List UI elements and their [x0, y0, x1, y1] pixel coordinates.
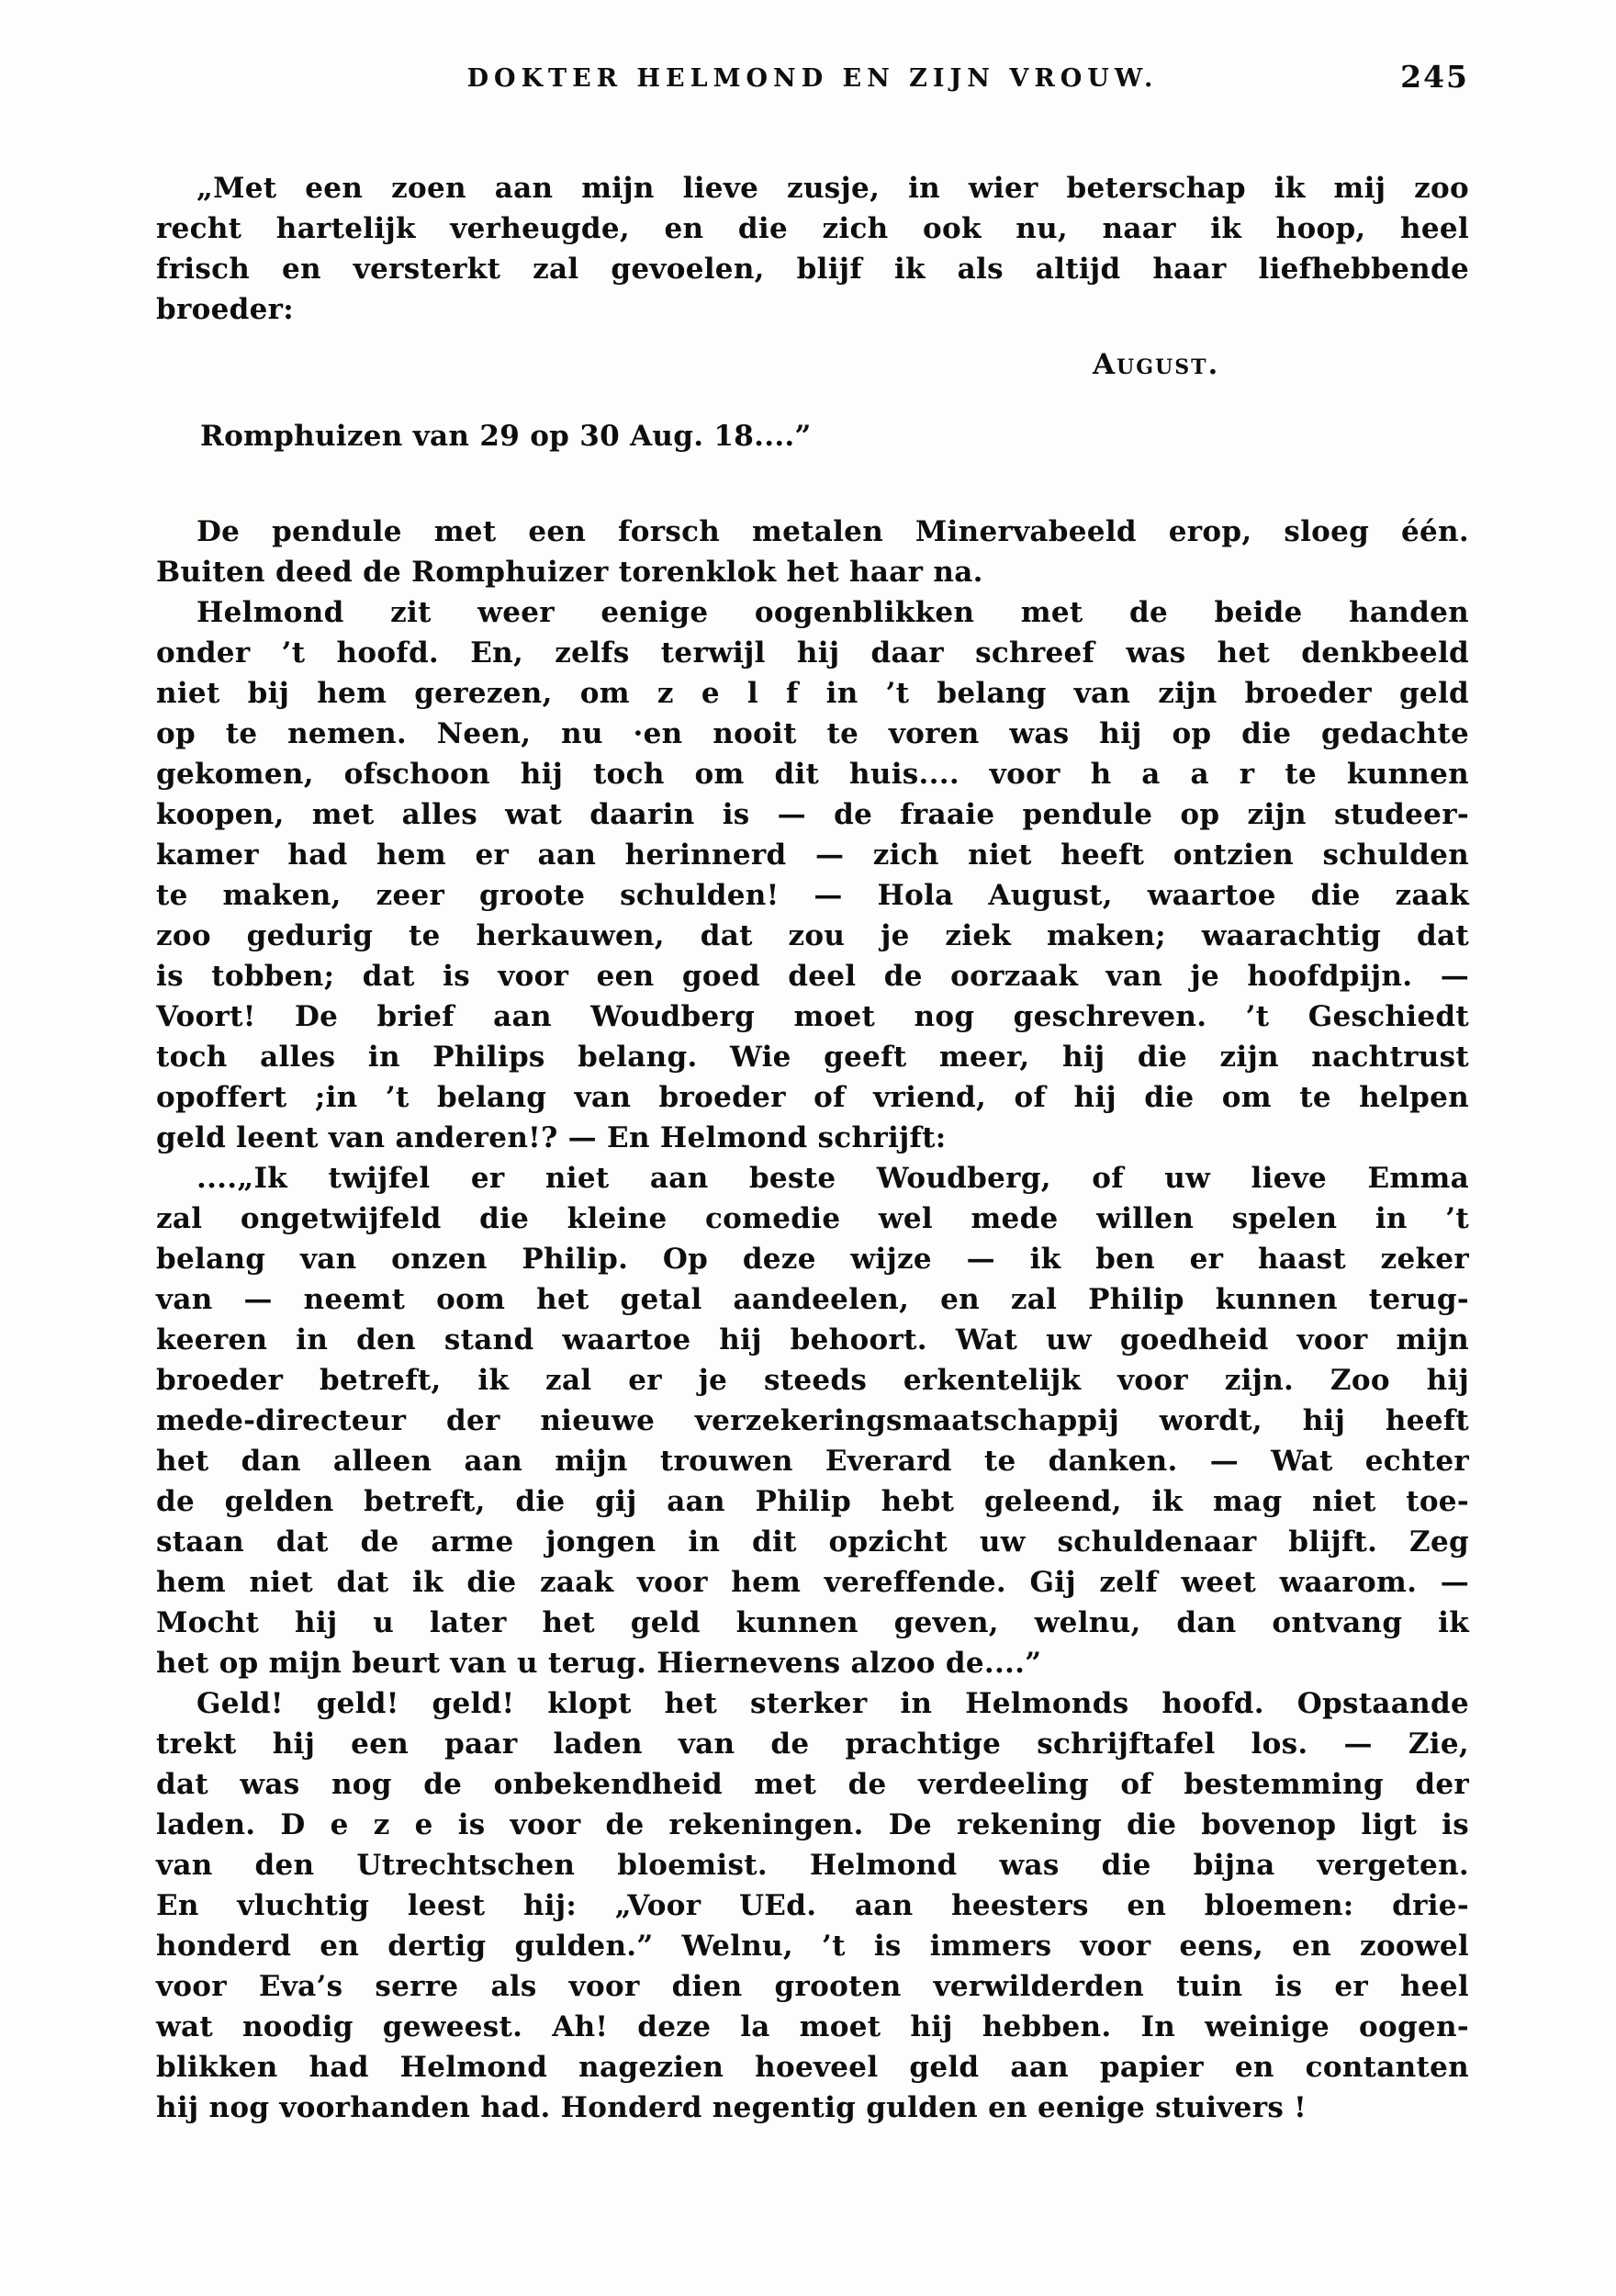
text-line: honderd en dertig gulden.” Welnu, ’t is immers voor eens, en zoowel: [156, 1930, 1469, 1963]
text-line: is tobben; dat is voor een goed deel de oorzaak van je hoofdpijn. —: [156, 960, 1469, 993]
running-header: [156, 59, 1469, 105]
text-line: te maken, zeer groote schulden! — Hola August, waartoe die zaak: [156, 879, 1469, 912]
text-line: kamer had hem er aan herinnerd — zich niet heeft ontzien schulden: [156, 838, 1469, 872]
text-line: dat was nog de onbekendheid met de verdeeling of bestemming der: [156, 1768, 1469, 1801]
text-line: zal ongetwijfeld die kleine comedie wel mede willen spelen in ’t: [156, 1202, 1469, 1235]
text-line: frisch en versterkt zal gevoelen, blijf ik als altijd haar liefhebbende: [156, 253, 1469, 286]
text-line: van — neemt oom het getal aandeelen, en zal Philip kunnen terug-: [156, 1283, 1469, 1316]
block-paragraph: [156, 168, 1469, 330]
text-line: broeder betreft, ik zal er je steeds erkentelijk voor zijn. Zoo hij: [156, 1364, 1469, 1397]
block-paragraph: [156, 512, 1469, 592]
text-line: onder ’t hoofd. En, zelfs terwijl hij daar schreef was het denkbeeld: [156, 636, 1469, 670]
text-line: belang van onzen Philip. Op deze wijze — ik ben er haast zeker: [156, 1243, 1469, 1276]
text-line: broeder:: [156, 293, 294, 326]
block-paragraph: [156, 1683, 1469, 2128]
text-line: recht hartelijk verheugde, en die zich ook nu, naar ik hoop, heel: [156, 212, 1469, 245]
text-line: op te nemen. Neen, nu ·en nooit te voren was hij op die gedachte: [156, 717, 1469, 750]
text-line: trekt hij een paar laden van de prachtige schrijftafel los. — Zie,: [156, 1728, 1469, 1761]
text-line: laden. D e z e is voor de rekeningen. De rekening die bovenop ligt is: [156, 1808, 1469, 1841]
text-line: „Met een zoen aan mijn lieve zusje, in wier beterschap ik mij zoo: [196, 172, 1469, 205]
text-line: staan dat de arme jongen in dit opzicht uw schuldenaar blijft. Zeg: [156, 1525, 1469, 1559]
chapter-running-title: DOKTER HELMOND EN ZIJN VROUW.: [466, 64, 1159, 93]
text-line: de gelden betreft, die gij aan Philip hebt geleend, ik mag niet toe-: [156, 1485, 1469, 1518]
text-line: hij nog voorhanden had. Honderd negentig gulden en eenige stuivers !: [156, 2091, 1307, 2124]
text-line: Helmond zit weer eenige oogenblikken met de beide handen: [196, 596, 1469, 629]
text-line: En vluchtig leest hij: „Voor UEd. aan heesters en bloemen: drie-: [156, 1889, 1469, 1922]
text-line: opoffert ;in ’t belang van broeder of vriend, of hij die om te helpen: [156, 1081, 1469, 1114]
text-line: van den Utrechtschen bloemist. Helmond was die bijna vergeten.: [156, 1849, 1469, 1882]
page-body: [156, 168, 1469, 2128]
text-line: blikken had Helmond nagezien hoeveel geld aan papier en contanten: [156, 2051, 1469, 2084]
block-paragraph: [156, 592, 1469, 1158]
text-line: niet bij hem gerezen, om z e l f in ’t belang van zijn broeder geld: [156, 677, 1469, 710]
text-line: het dan alleen aan mijn trouwen Everard te danken. — Wat echter: [156, 1445, 1469, 1478]
text-line: wat noodig geweest. Ah! deze la moet hij hebben. In weinige oogen-: [156, 2010, 1469, 2043]
text-line: hem niet dat ik die zaak voor hem vereffende. Gij zelf weet waarom. —: [156, 1566, 1469, 1599]
block-paragraph: [156, 1158, 1469, 1683]
text-line: gekomen, ofschoon hij toch om dit huis.... voor h a a r te kunnen: [156, 758, 1469, 791]
text-line: Geld! geld! geld! klopt het sterker in Helmonds hoofd. Opstaande: [196, 1687, 1469, 1720]
text-line: het op mijn beurt van u terug. Hiernevens alzoo de....”: [156, 1647, 1042, 1680]
page-number: 245: [1400, 59, 1469, 95]
block-signature: August.: [1093, 348, 1220, 381]
text-line: ....„Ik twijfel er niet aan beste Woudberg, of uw lieve Emma: [196, 1162, 1469, 1195]
text-line: voor Eva’s serre als voor dien grooten verwilderden tuin is er heel: [156, 1970, 1469, 2003]
text-line: koopen, met alles wat daarin is — de fraaie pendule op zijn studeer-: [156, 798, 1469, 831]
text-line: Mocht hij u later het geld kunnen geven, welnu, dan ontvang ik: [156, 1606, 1469, 1639]
text-line: geld leent van anderen!? — En Helmond schrijft:: [156, 1121, 947, 1154]
block-dateline: Romphuizen van 29 op 30 Aug. 18....”: [200, 420, 812, 453]
text-line: Voort! De brief aan Woudberg moet nog geschreven. ’t Geschiedt: [156, 1000, 1469, 1033]
text-line: zoo gedurig te herkauwen, dat zou je ziek maken; waarachtig dat: [156, 919, 1469, 952]
text-line: De pendule met een forsch metalen Minervabeeld erop, sloeg één.: [196, 515, 1469, 548]
text-line: keeren in den stand waartoe hij behoort. Wat uw goedheid voor mijn: [156, 1323, 1469, 1356]
text-line: mede-directeur der nieuwe verzekeringsmaatschappij wordt, hij heeft: [156, 1404, 1469, 1437]
text-line: Buiten deed de Romphuizer torenklok het haar na.: [156, 556, 983, 589]
text-line: toch alles in Philips belang. Wie geeft meer, hij die zijn nachtrust: [156, 1041, 1469, 1074]
